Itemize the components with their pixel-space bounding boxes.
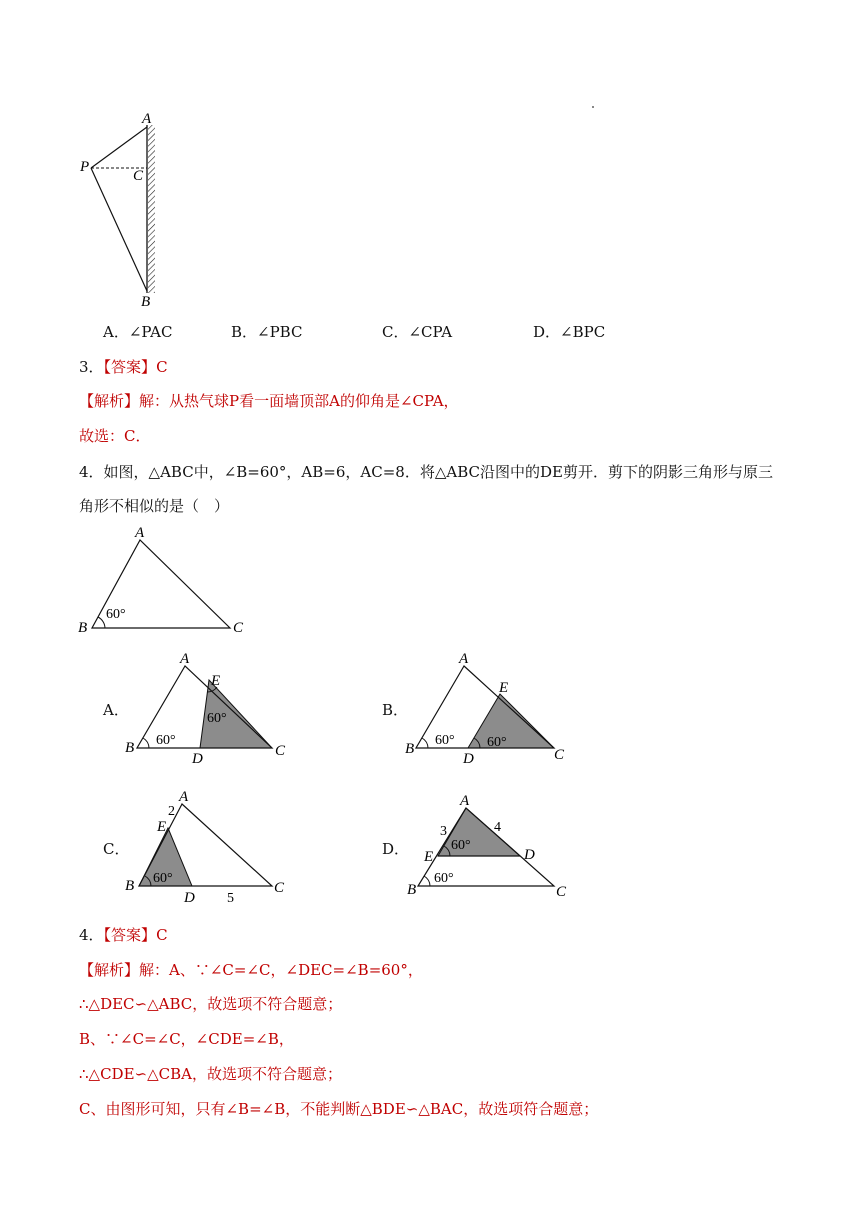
length-ad: 4 — [494, 820, 501, 835]
q3-answer-bracket: 【答案】 — [103, 358, 157, 376]
q4-option-d-label: D． — [382, 840, 410, 858]
angle-d-label: 60° — [487, 735, 507, 750]
label-a: A — [179, 789, 189, 805]
q4-analysis-line3: B、∵∠C=∠C，∠CDE=∠B， — [79, 1030, 294, 1048]
q4-answer-line — [79, 925, 168, 945]
label-e: E — [499, 680, 509, 696]
angle-b-label: 60° — [156, 733, 176, 748]
label-e: E — [157, 819, 167, 835]
q3-number: 3． — [79, 358, 104, 376]
label-e: E — [211, 673, 221, 689]
q4-main-figure — [75, 522, 255, 642]
angle-e-label: 60° — [207, 711, 227, 726]
wall-hatching — [148, 125, 155, 293]
length-ae: 3 — [440, 824, 447, 839]
angle-b-label: 60° — [153, 871, 173, 886]
label-a: A — [135, 525, 145, 541]
q3-analysis-bracket: 【解析】 — [79, 392, 140, 410]
label-d: D — [184, 890, 195, 906]
label-b: B — [405, 741, 415, 757]
q3-answer-line — [79, 357, 168, 377]
angle-e-label: 60° — [451, 838, 471, 853]
angle-b-label: 60° — [434, 871, 454, 886]
segment-pb — [91, 168, 147, 291]
q4-analysis-line1 — [79, 960, 423, 980]
q4-option-d-figure — [402, 786, 577, 908]
label-a: A — [460, 793, 470, 809]
label-e: E — [424, 849, 434, 865]
angle-b-label: 60° — [435, 733, 455, 748]
q4-option-a-figure — [122, 646, 297, 768]
shaded-triangle-cde — [468, 694, 554, 748]
q2-option-d: D．∠BPC — [533, 323, 606, 341]
angle-b-arc — [424, 876, 430, 886]
q4-option-c-figure — [122, 786, 297, 908]
q4-analysis-line2: ∴△DEC∽△ABC，故选项不符合题意； — [79, 995, 343, 1013]
q4-stem-line2: 角形不相似的是（ ） — [79, 497, 230, 515]
label-p: P — [80, 159, 90, 175]
segment-pa — [91, 127, 147, 168]
angle-b-arc — [143, 738, 149, 748]
q3-answer-value: C — [156, 358, 168, 376]
angle-b-label: 60° — [106, 607, 126, 622]
angle-b-arc — [98, 617, 105, 628]
label-b: B — [78, 620, 88, 636]
label-b: B — [407, 882, 417, 898]
label-d: D — [463, 751, 474, 767]
label-a: A — [142, 111, 152, 127]
q4-analysis-bracket: 【解析】 — [79, 961, 140, 979]
label-d: D — [524, 847, 535, 863]
q3-analysis-line — [79, 391, 459, 411]
q4-answer-bracket: 【答案】 — [103, 926, 157, 944]
label-c: C — [133, 168, 144, 184]
length-ae: 2 — [168, 804, 175, 819]
q4-option-b-figure — [402, 646, 577, 768]
q2-option-c: C．∠CPA — [382, 323, 453, 341]
label-a: A — [459, 651, 469, 667]
q4-stem-line1: 4．如图，△ABC中，∠B=60°，AB=6，AC=8．将△ABC沿图中的DE剪开．剪下的阴影三角形与原三 — [79, 463, 773, 481]
q2-option-a: A．∠PAC — [103, 323, 173, 341]
label-b: B — [125, 878, 135, 894]
label-c: C — [554, 747, 565, 763]
q4-analysis-line5: C、由图形可知，只有∠B=∠B，不能判断△BDE∽△BAC，故选项符合题意； — [79, 1100, 599, 1118]
q4-analysis-text: 解：A、∵∠C=∠C，∠DEC=∠B=60°， — [139, 961, 423, 979]
label-c: C — [275, 743, 286, 759]
label-a: A — [180, 651, 190, 667]
label-b: B — [141, 294, 151, 310]
q4-option-b-label: B． — [382, 701, 409, 719]
label-d: D — [192, 751, 203, 767]
q3-analysis-text: 解：从热气球P看一面墙顶部A的仰角是∠CPA， — [139, 392, 459, 410]
q4-analysis-line4: ∴△CDE∽△CBA，故选项不符合题意； — [79, 1065, 342, 1083]
q4-option-c-label: C． — [103, 840, 130, 858]
stray-dot — [592, 106, 594, 108]
label-c: C — [556, 884, 567, 900]
label-c: C — [274, 880, 285, 896]
label-b: B — [125, 740, 135, 756]
q3-choice: 故选：C． — [79, 427, 151, 445]
q2-option-b: B．∠PBC — [231, 323, 303, 341]
label-c: C — [233, 620, 244, 636]
q4-number: 4． — [79, 926, 104, 944]
q4-answer-value: C — [156, 926, 168, 944]
q4-option-a-label: A． — [103, 701, 129, 719]
angle-b-arc — [422, 738, 428, 748]
q2-figure — [70, 105, 180, 310]
length-dc: 5 — [227, 891, 234, 906]
